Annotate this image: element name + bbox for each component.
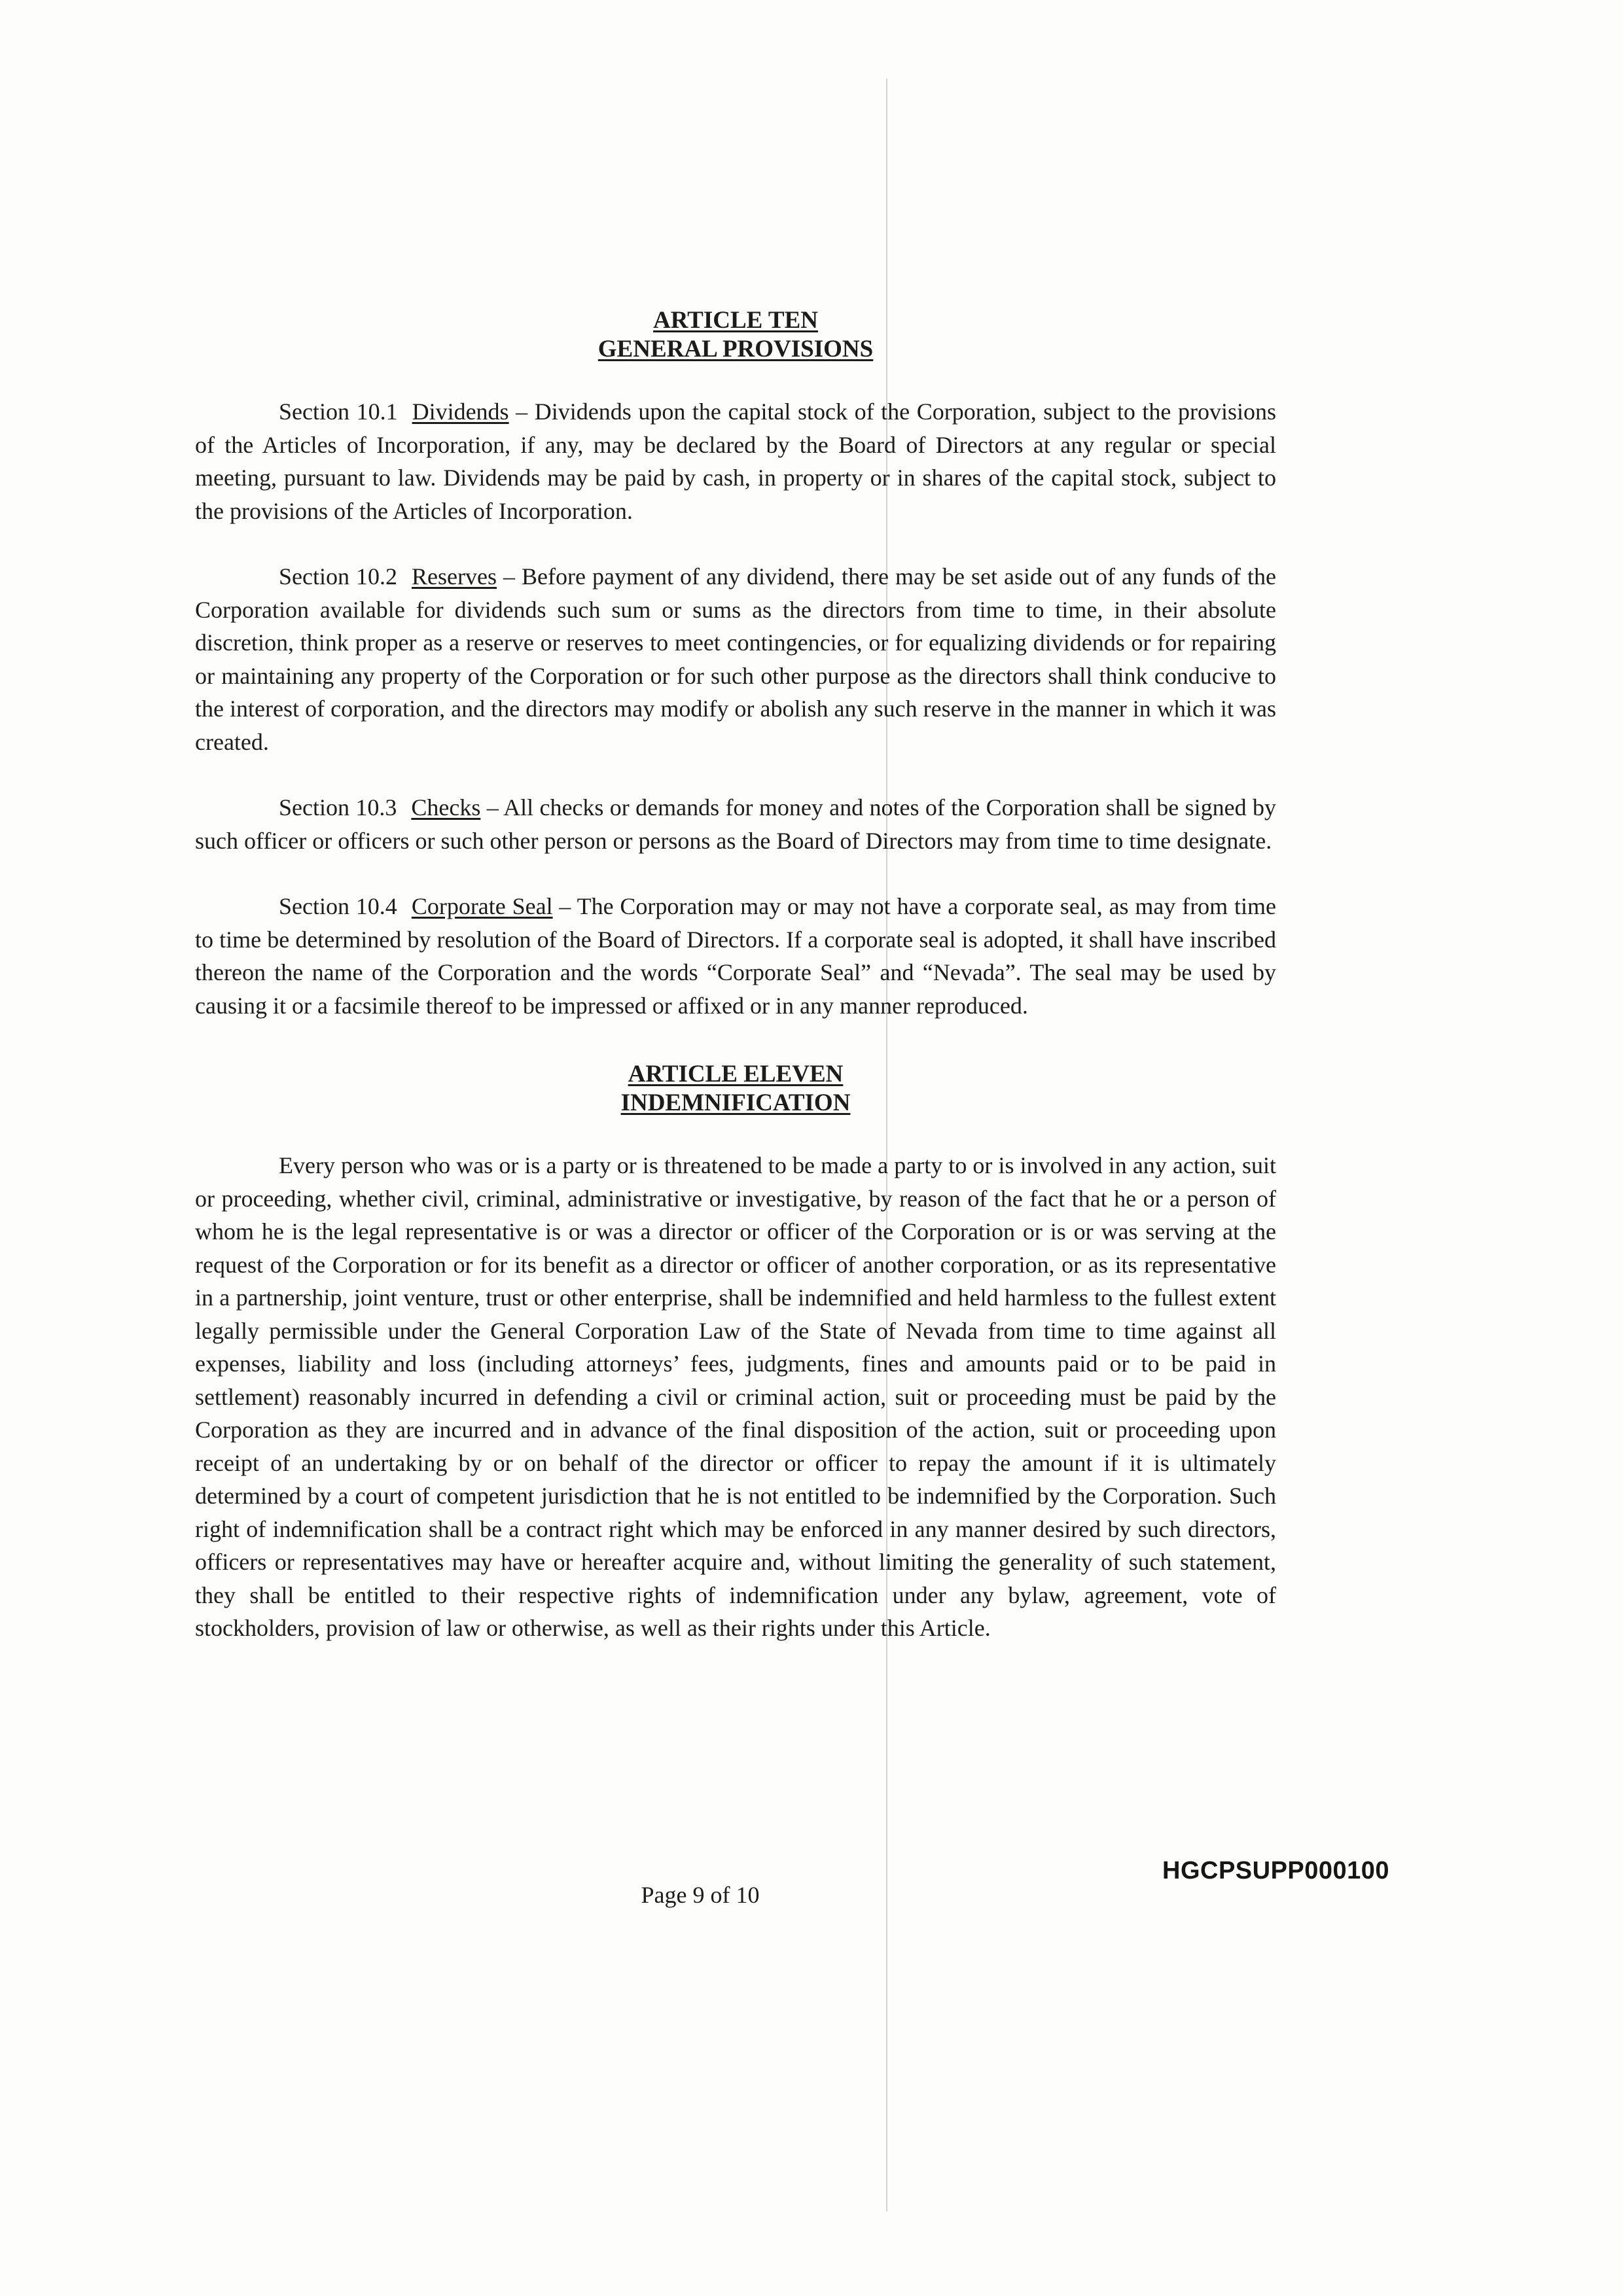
section-body: – The Corporation may or may not have a corporate seal, as may from time to time be determined by resolution of the Board of Directors. If a corporate seal is adopted, it shall have inscribed thereon the name of the Corporation and the words “Corporate Seal” and “Nevada”. The seal may be used by causing it or a facsimile thereof to be impressed or affixed or in any manner reproduced. bbox=[195, 893, 1276, 1019]
section-10-1 bbox=[195, 395, 1276, 527]
article-eleven-heading bbox=[195, 1060, 1276, 1118]
section-body: – Before payment of any dividend, there may be set aside out of any funds of the Corporation available for dividends such sum or sums as the directors from time to time, in their absolute discretion, think proper as a reserve or reserves to meet contingencies, or for equalizing dividends or for repairing or maintaining any property of the Corporation or for such other purpose as the directors shall think conducive to the interest of corporation, and the directors may modify or abolish any such reserve in the manner in which it was created. bbox=[195, 563, 1277, 755]
section-body: – Dividends upon the capital stock of the Corporation, subject to the provisions of the Articles of Incorporation, if any, may be declared by the Board of Directors at any regular or special meeting, pursuant to law. Dividends may be paid by cash, in property or in shares of the capital stock, subject to the provisions of the Articles of Incorporation. bbox=[195, 398, 1277, 524]
article-ten-heading bbox=[195, 306, 1276, 364]
section-title: Corporate Seal bbox=[411, 893, 553, 919]
page-number: Page 9 of 10 bbox=[641, 1882, 760, 1908]
article-ten-title: ARTICLE TEN bbox=[653, 307, 818, 334]
article-eleven-title: ARTICLE ELEVEN bbox=[628, 1061, 844, 1087]
article-eleven-subtitle: INDEMNIFICATION bbox=[620, 1089, 851, 1116]
article-ten-subtitle: GENERAL PROVISIONS bbox=[597, 336, 874, 362]
section-number: Section 10.1 bbox=[279, 398, 398, 425]
section-title: Reserves bbox=[412, 563, 497, 590]
indemnification-paragraph: Every person who was or is a party or is threatened to be made a party to or is involved in any action, suit or proceeding, whether civil, criminal, administrative or investigative, by reason of the fact that he or a person of whom he is the legal representative is or was a director or officer of the Corporation or is or was serving at the request of the Corporation or for its benefit as a director or officer of another corporation, or as its representative in a partnership, joint venture, trust or other enterprise, shall be indemnified and held harmless to the fullest extent legally permissible under the General Corporation Law of the State of Nevada from time to time against all expenses, liability and loss (including attorneys’ fees, judgments, fines and amounts paid or to be paid in settlement) reasonably incurred in defending a civil or criminal action, suit or proceeding must be paid by the Corporation as they are incurred and in advance of the final disposition of the action, suit or proceeding upon receipt of an undertaking by or on behalf of the director or officer to repay the amount if it is ultimately determined by a court of competent jurisdiction that he is not entitled to be indemnified by the Corporation. Such right of indemnification shall be a contract right which may be enforced in any manner desired by such directors, officers or representatives may have or hereafter acquire and, without limiting the generality of such statement, they shall be entitled to their respective rights of indemnification under any bylaw, agreement, vote of stockholders, provision of law or otherwise, as well as their rights under this Article. bbox=[195, 1152, 1276, 1641]
section-title: Dividends bbox=[412, 398, 509, 425]
page-content bbox=[195, 306, 1276, 1645]
section-10-3 bbox=[195, 791, 1276, 857]
section-body: – All checks or demands for money and notes of the Corporation shall be signed by such officer or officers or such other person or persons as the Board of Directors may from time to time designate. bbox=[195, 794, 1277, 854]
section-10-4 bbox=[195, 890, 1276, 1022]
bates-number: HGCPSUPP000100 bbox=[1162, 1857, 1390, 1884]
section-title: Checks bbox=[411, 794, 481, 821]
section-number: Section 10.4 bbox=[279, 893, 397, 919]
section-10-2 bbox=[195, 560, 1276, 758]
section-number: Section 10.2 bbox=[279, 563, 398, 590]
section-number: Section 10.3 bbox=[279, 794, 397, 821]
